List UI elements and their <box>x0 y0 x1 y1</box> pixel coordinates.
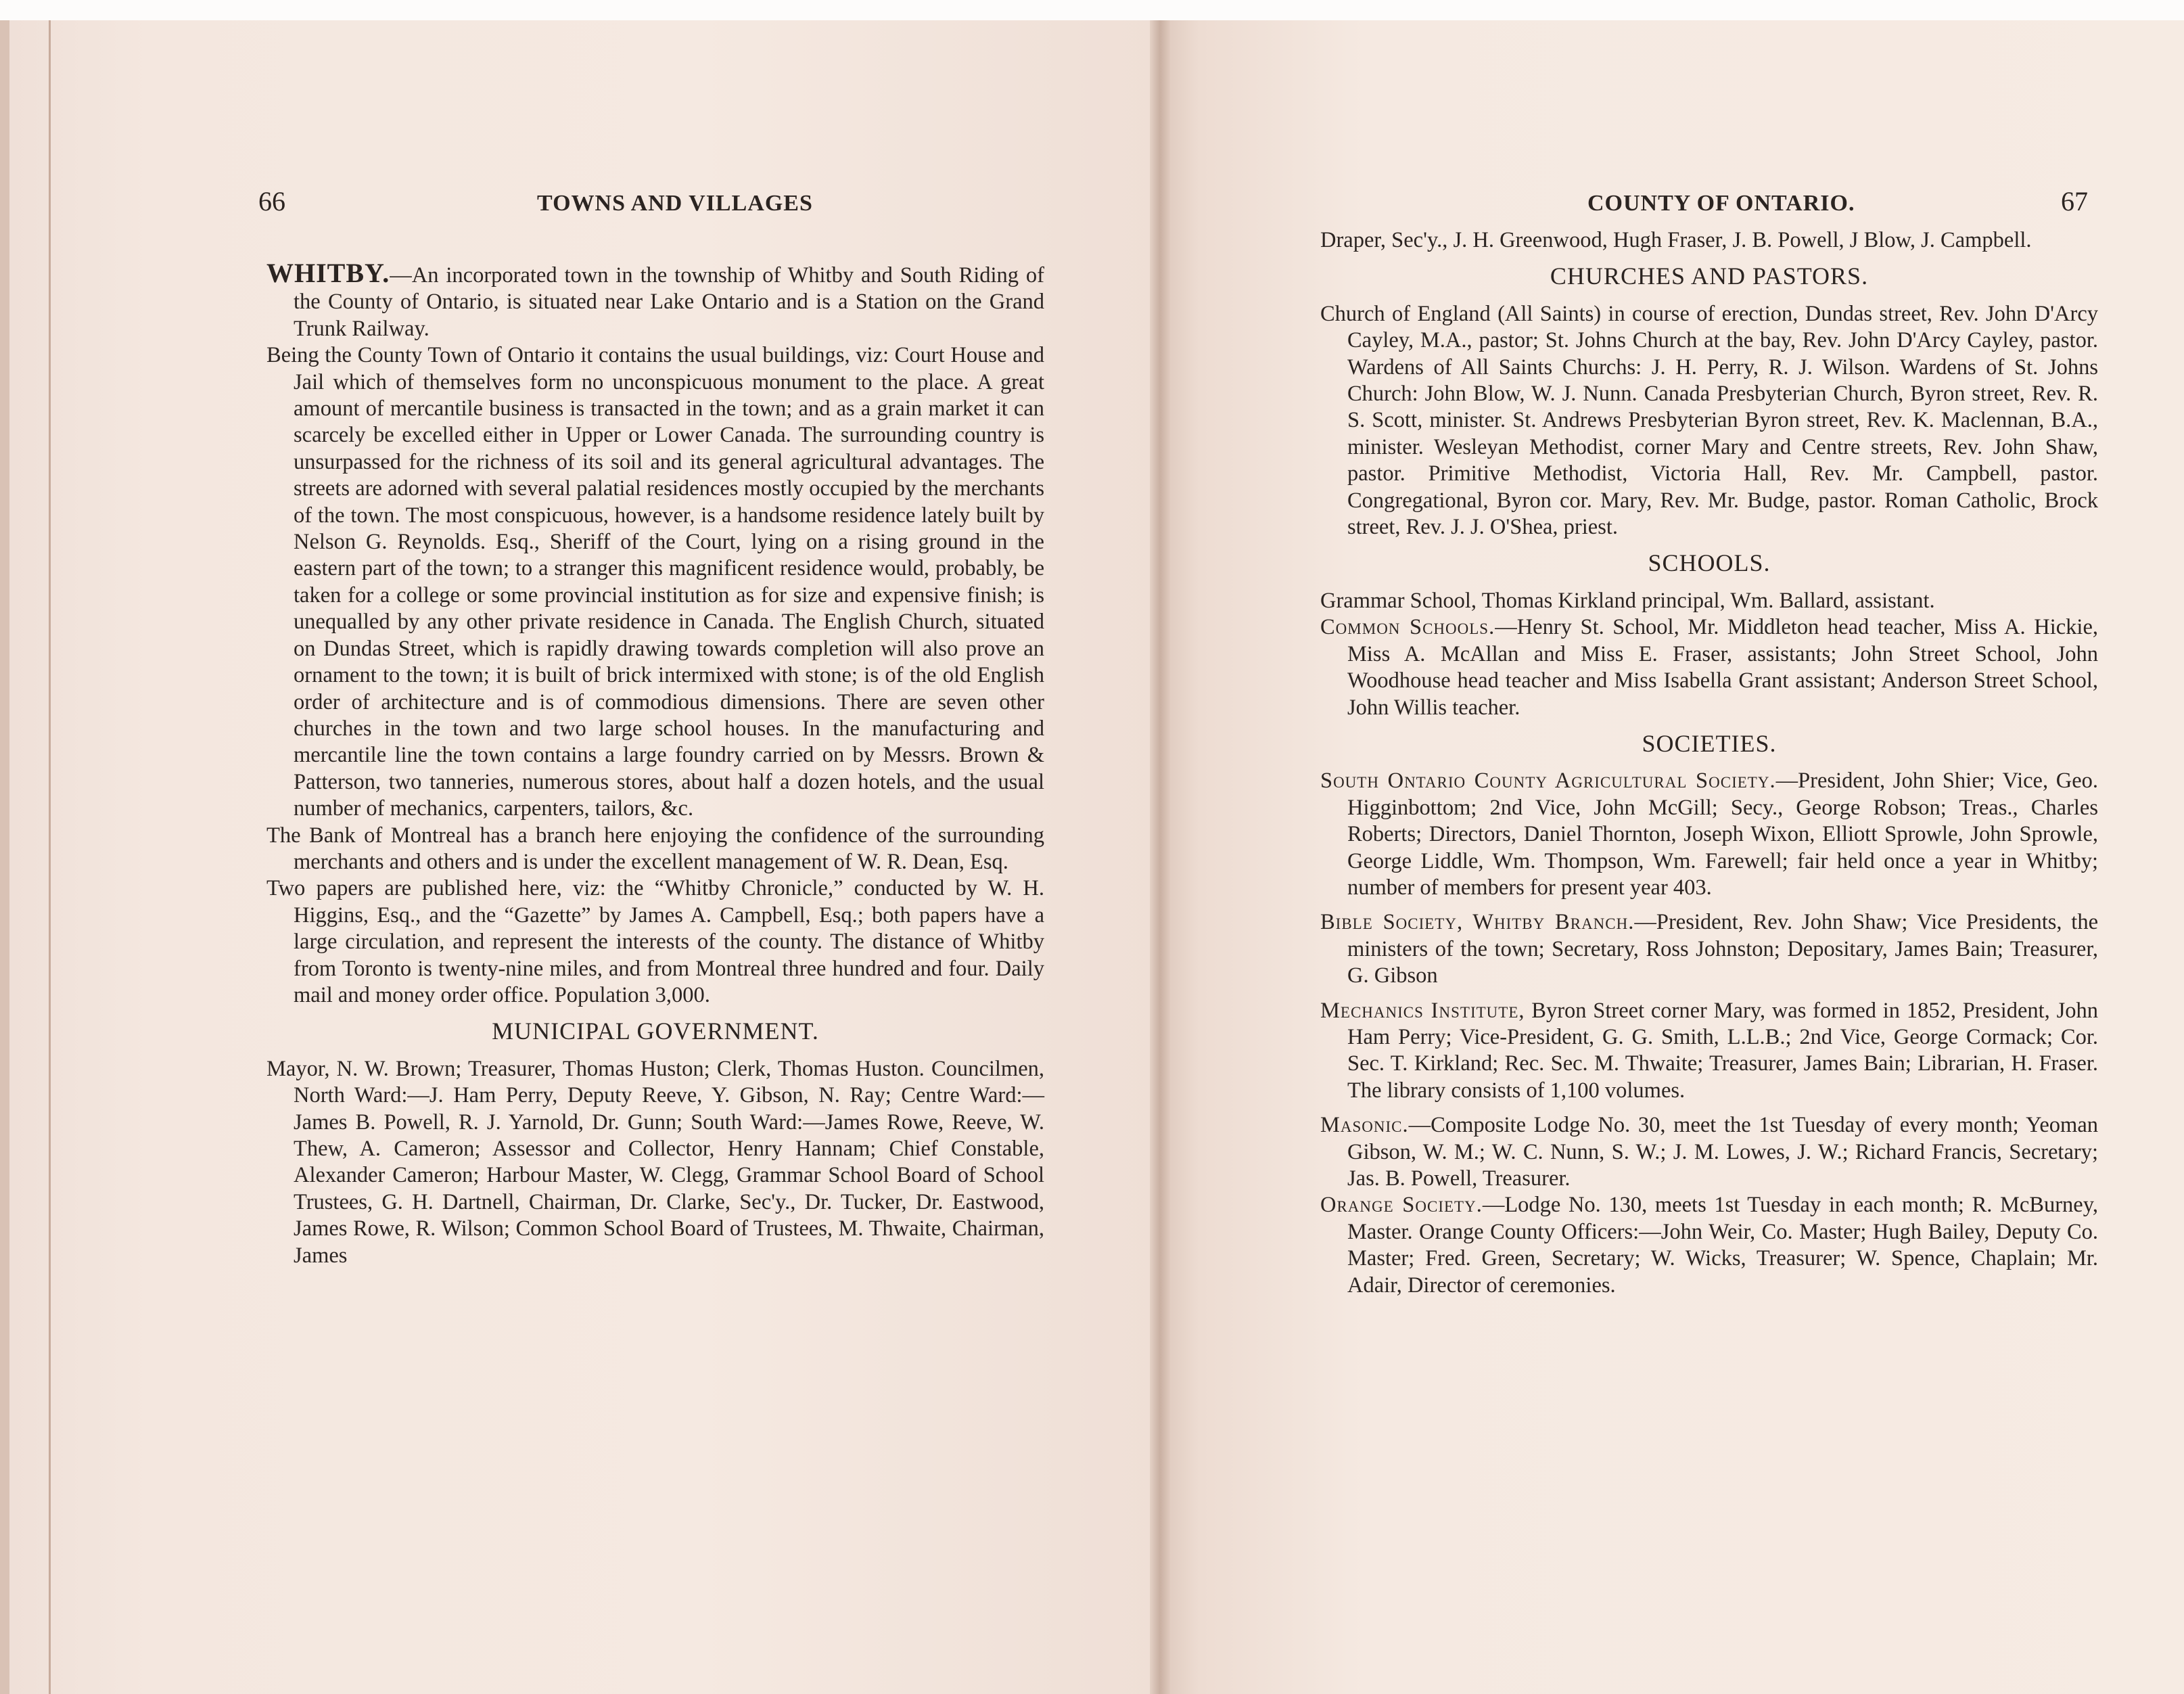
society-masonic: Masonic.—Composite Lodge No. 30, meet the 1st Tuesday of every month; Yeoman Gibson, W. M.; W. C. Nunn, S. W.; J. M. Lowes, J. W.; Richard Francis, Secretary; Jas. B. Powell, Treasurer. <box>1320 1113 2098 1191</box>
whitby-intro: WHITBY.—An incorporated town in the township of Whitby and South Riding of the County of Ontario, is situated near Lake Ontario and is a Station on the Grand Trunk Railway. <box>266 258 1044 341</box>
churches-text: Church of England (All Saints) in course of erection, Dundas street, Rev. John D'Arcy Cayley, M.A., pastor; St. Johns Church at the bay, Rev. John D'Arcy Cayley, pastor. Wardens of All Saints Churchs: J. H. Perry, R. J. Wilson. Wardens of St. Johns Church: John Blow, W. J. Nunn. Canada Presbyterian Church, Byron street, Rev. R. S. Scott, minister. St. Andrews Presbyterian Byron street, Rev. K. Maclennan, B.A., minister. Wesleyan Methodist, corner Mary and Centre streets, Rev. John Shaw, pastor. Primitive Methodist, Victoria Hall, Rev. Mr. Campbell, pastor. Congregational, Byron cor. Mary, Rev. Mr. Budge, pastor. Roman Catholic, Brock street, Rev. J. J. O'Shea, priest. <box>1320 301 2098 540</box>
left-page <box>0 20 1158 1694</box>
municipal-continued: Draper, Sec'y., J. H. Greenwood, Hugh Fraser, J. B. Powell, J Blow, J. Campbell. <box>1320 228 2032 252</box>
grammar-school: Grammar School, Thomas Kirkland principal, Wm. Ballard, assistant. <box>1320 588 1935 613</box>
page-number-right: 67 <box>2061 186 2088 216</box>
running-head-right: COUNTY OF ONTARIO. <box>1587 191 1855 216</box>
page-number-left: 66 <box>258 186 285 216</box>
book-gutter <box>1150 20 1170 1694</box>
right-page <box>1158 20 2184 1694</box>
society-orange: Orange Society.—Lodge No. 130, meets 1st Tuesday in each month; R. McBurney, Master. Orange County Officers:—John Weir, Co. Master; Hugh Bailey, Deputy Co. Master; Fred. Green, Secretary; W. Wicks, Treasurer; W. Spence, Chaplain; Mr. Adair, Director of ceremonies. <box>1320 1193 2098 1298</box>
municipal-text: Mayor, N. W. Brown; Treasurer, Thomas Huston; Clerk, Thomas Huston. Councilmen, North Ward:—J. Ham Perry, Deputy Reeve, Y. Gibson, N. Ray; Centre Ward:—James B. Powell, R. J. Yarnold, Dr. Gunn; South Ward:—James Rowe, Reeve, W. Thew, A. Cameron; Assessor and Collector, Henry Hannam; Chief Constable, Alexander Cameron; Harbour Master, W. Clegg, Grammar School Board of School Trustees, G. H. Dartnell, Chairman, Dr. Clarke, Sec'y., Dr. Tucker, Dr. Eastwood, James Rowe, R. Wilson; Common School Board of Trustees, M. Thwaite, Chairman, James <box>266 1056 1044 1268</box>
left-page-body <box>266 260 1044 1269</box>
society-bible: Bible Society, Whitby Branch.—President, Rev. John Shaw; Vice Presidents, the ministers of the town; Secretary, Ross Johnston; Depositary, James Bain; Treasurer, G. Gibson <box>1320 910 2099 988</box>
schools-heading: SCHOOLS. <box>1648 549 1771 577</box>
society-agricultural: South Ontario County Agricultural Society.—President, John Shier; Vice, Geo. Higginbottom; 2nd Vice, John McGill; Secy., George Robson; Treas., Charles Roberts; Directors, Daniel Thornton, Joseph Wixon, Elliott Sprowle, John Sprowle, George Liddle, Wm. Thompson, Wm. Farewell; fair held once a year in Whitby; number of members for present year 403. <box>1320 769 2098 900</box>
municipal-heading: MUNICIPAL GOVERNMENT. <box>492 1017 819 1045</box>
whitby-bank: The Bank of Montreal has a branch here enjoying the confidence of the surrounding merchants and others and is under the excellent management of W. R. Dean, Esq. <box>266 823 1044 874</box>
whitby-heading: WHITBY. <box>266 258 390 288</box>
running-head-left: TOWNS AND VILLAGES <box>537 191 813 216</box>
churches-heading: CHURCHES AND PASTORS. <box>1550 262 1869 290</box>
whitby-description: Being the County Town of Ontario it contains the usual buildings, viz: Court House and Jail which of themselves form no unconspicuous monument to the place. A great amount of mercantile business is transacted in the town; and as a grain market it can scarcely be excelled either in Upper or Lower Canada. The surrounding country is unsurpassed for the richness of its soil and its general agricultural advantages. The streets are adorned with several palatial residences mostly occupied by the merchants of the town. The most conspicuous, however, is a handsome residence lately built by Nelson G. Reynolds. Esq., Sheriff of the Court, lying on a rising ground in the eastern part of the town; to a stranger this magnificent residence would, probably, be taken for a college or some provincial institution as for size and expensive finish; is unequalled by any other private residence in Canada. The English Church, situated on Dundas Street, which is rapidly drawing towards completion will also prove an ornament to the town; it is built of brick intermixed with stone; is of the old English order of architecture and is of commodious dimensions. There are seven other churches in the town and two large school houses. In the manufacturing and mercantile line the town contains a large foundry carried on by Messrs. Brown & Patterson, two tanneries, numerous stores, about half a dozen hotels, and the usual number of mechanics, carpenters, tailors, &c. <box>266 343 1044 821</box>
society-mechanics: Mechanics Institute, Byron Street corner Mary, was formed in 1852, President, John Ham Perry; Vice-President, G. G. Smith, L.L.B.; 2nd Vice, George Cormack; Cor. Sec. T. Kirkland; Rec. Sec. M. Thwaite; Treasurer, James Bain; Librarian, H. Fraser. The library consists of 1,100 volumes. <box>1320 998 2098 1103</box>
whitby-papers: Two papers are published here, viz: the “Whitby Chronicle,” conducted by W. H. Higgins, Esq., and the “Gazette” by James A. Campbell, Esq.; both papers have a large circulation, and represent the interests of the county. The distance of Whitby from Toronto is twenty-nine miles, and from Montreal three hundred and four. Daily mail and money order office. Population 3,000. <box>266 876 1044 1007</box>
page-edge-line <box>49 20 51 1694</box>
societies-heading: SOCIETIES. <box>1642 729 1777 757</box>
common-schools: Common Schools.—Henry St. School, Mr. Middleton head teacher, Miss A. Hickie, Miss A. McAllan and Miss E. Fraser, assistants; John Street School, John Woodhouse head teacher and Miss Isabella Grant assistant; Anderson Street School, John Willis teacher. <box>1320 615 2098 720</box>
right-page-body <box>1320 227 2098 1299</box>
